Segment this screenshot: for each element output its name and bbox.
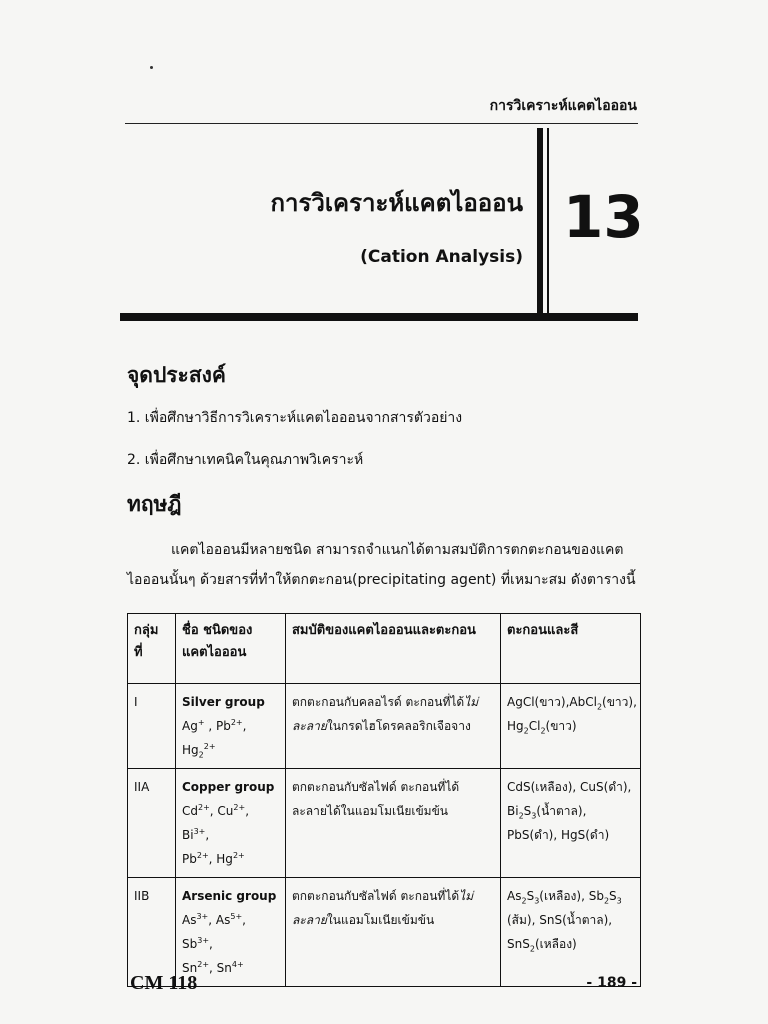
- objective-item: 1. เพื่อศึกษาวิธีการวิเคราะห์แคตไอออนจากสารตัวอย่าง: [127, 410, 463, 426]
- group-name: Arsenic group: [182, 889, 277, 903]
- cell-precipitate: $As_2S_3$(เหลือง), $Sb_2S_3$ (ส้ม), SnS(น้ำตาล), SnS$_2$(เหลือง): [501, 878, 641, 987]
- cell-name: [176, 878, 286, 987]
- header-rule: [125, 123, 638, 124]
- ion-list: Ag+ , $Pb^{2+}$, $Hg_2^{2+}$: [182, 718, 247, 760]
- page-number: - 189 -: [586, 975, 637, 991]
- chapter-rule: [120, 313, 638, 321]
- table-row: [128, 878, 641, 987]
- cell-properties: ตกตะกอนกับซัลไฟด์ ตะกอนที่ได้ไม่ ละลายในแอมโมเนียเข้มข้น: [286, 878, 501, 987]
- chapter-title: การวิเคราะห์แคตไอออน: [270, 189, 523, 217]
- objectives-heading: จุดประสงค์: [127, 363, 226, 387]
- course-code: CM 118: [130, 972, 198, 994]
- objective-item: 2. เพื่อศึกษาเทคนิคในคุณภาพวิเคราะห์: [127, 452, 364, 468]
- cell-properties: ตกตะกอนกับซัลไฟด์ ตะกอนที่ได้ ละลายได้ในแอมโมเนียเข้มข้น: [286, 769, 501, 878]
- group-name: Silver group: [182, 695, 265, 709]
- ion-list: $Cd^{2+}$, $Cu^{2+}$, $Bi^{3+}$, $Pb^{2+}$, $Hg^{2+}$: [182, 803, 250, 866]
- cell-properties: ตกตะกอนกับคลอไรด์ ตะกอนที่ได้ไม่ ละลายในกรดไฮโดรคลอริกเจือจาง: [286, 684, 501, 769]
- chapter-number: 13: [563, 183, 644, 251]
- header-properties: สมบัติของแคตไอออนและตะกอน: [286, 614, 501, 684]
- table-row: [128, 769, 641, 878]
- cell-precipitate: CdS(เหลือง), CuS(ดำ), $Bi_2S_3$(น้ำตาล), PbS(ดำ), HgS(ดำ): [501, 769, 641, 878]
- theory-heading: ทฤษฎี: [127, 492, 182, 516]
- cell-name: [176, 769, 286, 878]
- chapter-divider-thin: [547, 128, 549, 315]
- header-name: ชื่อ ชนิดของ แคตไอออน: [176, 614, 286, 684]
- ion-list: $As^{3+}$, $As^{5+}$, $Sb^{3+}$, $Sn^{2+}$, $Sn^{4+}$: [182, 912, 246, 975]
- table-header-row: [128, 614, 641, 684]
- cell-precipitate: AgCl(ขาว),AbCl$_2$(ขาว), $Hg_2Cl_2$(ขาว): [501, 684, 641, 769]
- table-row: [128, 684, 641, 769]
- chapter-divider-thick: [537, 128, 543, 315]
- theory-paragraph-line: ไอออนนั้นๆ ด้วยสารที่ทำให้ตกตะกอน(precipitating agent) ที่เหมาะสม ดังตารางนี้: [127, 572, 636, 588]
- running-header: การวิเคราะห์แคตไอออน: [489, 98, 637, 114]
- cation-groups-table: [127, 613, 641, 987]
- chapter-subtitle: (Cation Analysis): [360, 247, 523, 267]
- header-group: กลุ่ม ที่: [128, 614, 176, 684]
- theory-paragraph-line: แคตไอออนมีหลายชนิด สามารถจำแนกได้ตามสมบัติการตกตะกอนของแคต: [171, 542, 624, 558]
- cell-group: IIA: [128, 769, 176, 878]
- group-name: Copper group: [182, 780, 275, 794]
- scan-speck: [150, 66, 153, 69]
- cell-group: I: [128, 684, 176, 769]
- cell-group: IIB: [128, 878, 176, 987]
- cell-name: [176, 684, 286, 769]
- header-precipitate: ตะกอนและสี: [501, 614, 641, 684]
